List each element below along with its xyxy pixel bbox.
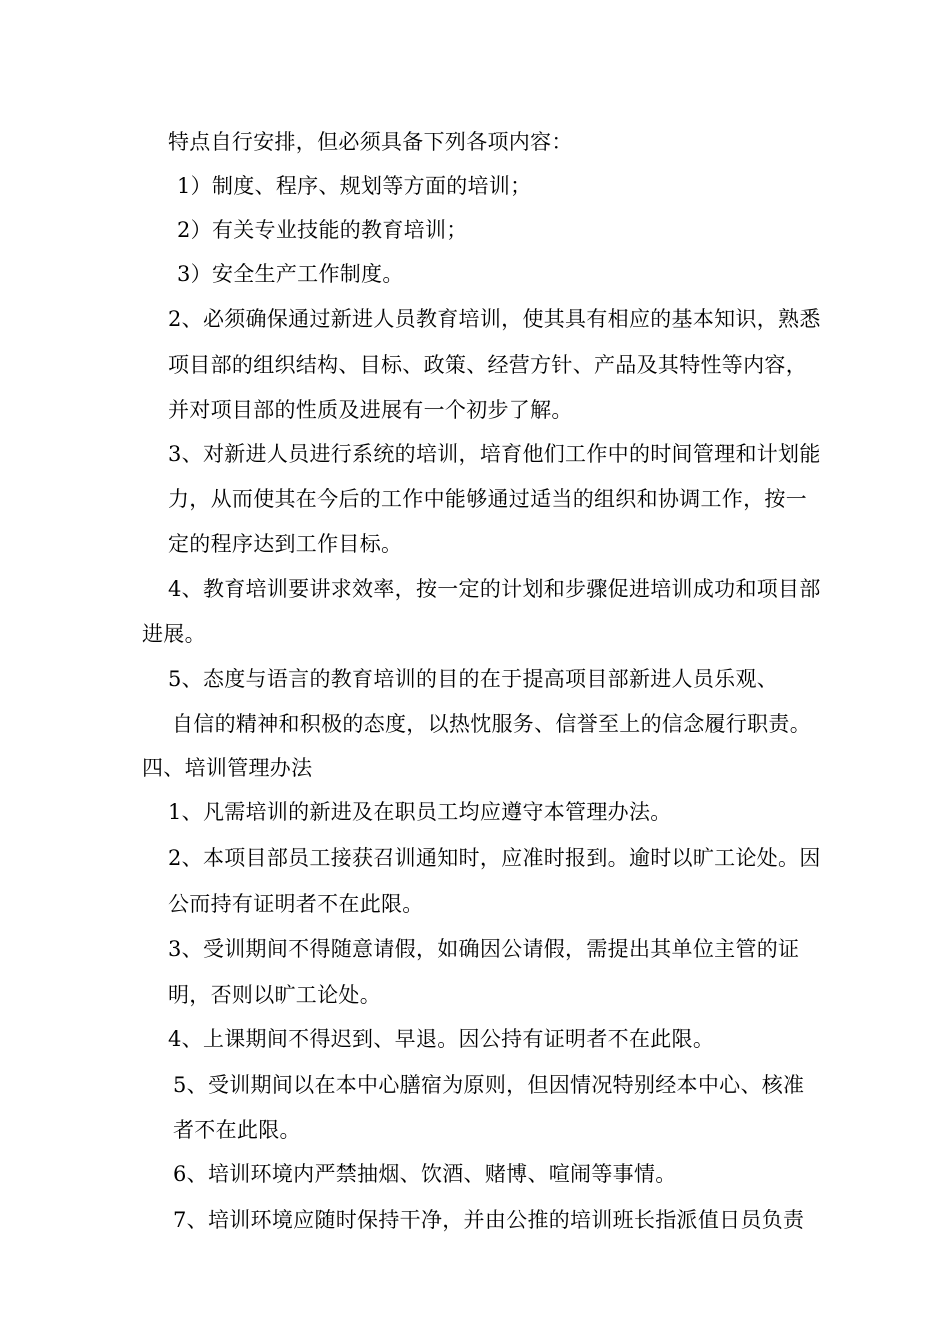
text-line: 特点自行安排，但必须具备下列各项内容： bbox=[168, 130, 573, 154]
text-line: 自信的精神和积极的态度，以热忱服务、信誉至上的信念履行职责。 bbox=[172, 712, 811, 736]
text-line: 并对项目部的性质及进展有一个初步了解。 bbox=[168, 398, 573, 422]
text-line: 进展。 bbox=[142, 622, 206, 646]
text-line: 2、本项目部员工接获召训通知时，应准时报到。逾时以旷工论处。因 bbox=[168, 846, 821, 870]
text-line: 3、受训期间不得随意请假，如确因公请假，需提出其单位主管的证 bbox=[168, 937, 800, 961]
text-line: 1、凡需培训的新进及在职员工均应遵守本管理办法。 bbox=[168, 800, 672, 824]
text-line: 6、培训环境内严禁抽烟、饮酒、赌博、喧闹等事情。 bbox=[173, 1162, 677, 1186]
text-line: 4、教育培训要讲求效率，按一定的计划和步骤促进培训成功和项目部 bbox=[168, 577, 821, 601]
text-line: 2）有关专业技能的教育培训； bbox=[177, 218, 468, 242]
text-line: 4、上课期间不得迟到、早退。因公持有证明者不在此限。 bbox=[168, 1027, 715, 1051]
text-line: 5、态度与语言的教育培训的目的在于提高项目部新进人员乐观、 bbox=[168, 667, 779, 691]
text-line: 项目部的组织结构、目标、政策、经营方针、产品及其特性等内容， bbox=[168, 353, 807, 377]
text-line: 3）安全生产工作制度。 bbox=[177, 262, 404, 286]
text-line: 者不在此限。 bbox=[173, 1118, 301, 1142]
text-line: 3、对新进人员进行系统的培训，培育他们工作中的时间管理和计划能 bbox=[168, 442, 821, 466]
text-line: 公而持有证明者不在此限。 bbox=[168, 892, 424, 916]
text-line: 定的程序达到工作目标。 bbox=[168, 532, 403, 556]
text-line: 力，从而使其在今后的工作中能够通过适当的组织和协调工作，按一 bbox=[168, 487, 807, 511]
section-heading: 四、培训管理办法 bbox=[142, 756, 313, 780]
text-line: 明，否则以旷工论处。 bbox=[168, 983, 381, 1007]
text-line: 2、必须确保通过新进人员教育培训，使其具有相应的基本知识，熟悉 bbox=[168, 307, 821, 331]
text-line: 5、受训期间以在本中心膳宿为原则，但因情况特别经本中心、核准 bbox=[173, 1073, 805, 1097]
text-line: 7、培训环境应随时保持干净，并由公推的培训班长指派值日员负责 bbox=[173, 1208, 805, 1232]
text-line: 1）制度、程序、规划等方面的培训； bbox=[177, 174, 532, 198]
